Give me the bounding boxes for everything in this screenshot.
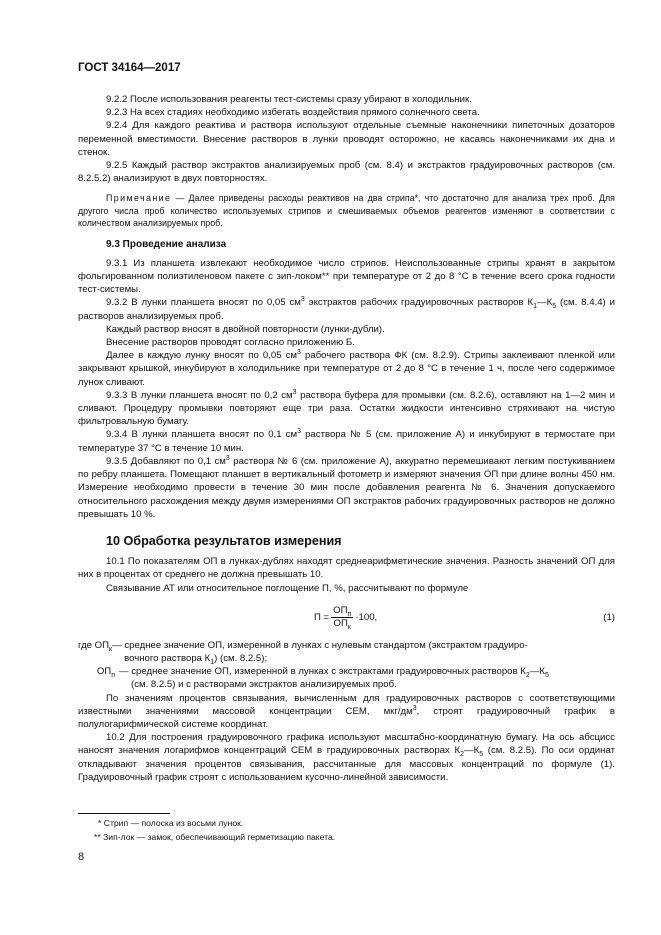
formula-number: (1) [603,611,615,623]
document-body [78,93,615,784]
paragraph-9-3-2-c: Внесение растворов проводят согласно приложению Б. [106,337,355,349]
note-label: Примечание [106,193,172,204]
paragraph-9-2-3: 9.2.3 На всех стадиях необходимо избегать воздействия прямого солнечного света. [106,107,480,119]
paragraph-9-2-5: 9.2.5 Каждый раствор экстрактов анализируемых проб (см. 8.4) и экстрактов градуировочных растворов (см. 8.2.5.2) анализируют в двух повторностях. [78,160,615,185]
footnote-2: ** Зип-лок — замок, обеспечивающий герметизацию пакета. [94,832,336,842]
page-number: 8 [78,851,85,863]
paragraph-9-2-4: 9.2.4 Для каждого реактива и раствора используют отдельные съемные наконечники пипеточных дозаторов переменной вместимости. Внесение растворов в лунки проводят осторожно, не касаясь наконечниками их дна и стенок. [78,120,615,158]
formula-lhs: П = [314,612,330,624]
note [78,192,615,229]
footnote-1: * Стрип — полоска из восьми лунок. [98,818,244,828]
formula-1 [78,600,615,636]
formula-numerator: $ОП_п$ [333,605,352,619]
formula-rhs: ·100, [355,612,378,624]
paragraph-10-2: 10.2 Для построения градуировочного графика используют масштабно-координатную бумагу. На ось абсцисс наносят значения логарифмов концентраций СЕМ в градуировочных растворах $К_2—К_5$ (см. 8.2.5). По оси ординат откладывают значения процентов связывания, рассчитанные для массовых концентраций по формуле (1). Градуировочный график строят с использованием кусочно-линейной зависимости. [78,732,615,783]
where-item-opp: $ОП_п$ — среднее значение ОП, измеренной в лунках с экстрактами градуировочных растворов $К_2—К_5$ (см. 8.2.5) и с растворами экстрактов анализируемых проб. [96,666,549,691]
paragraph-9-3-5: 9.3.5 Добавляют по 0,1 $см^3$ раствора № 6 (см. приложение А), аккуратно перемешивают легким постукиванием по ребру планшета. Помещают планшет в вертикальный фотометр и измеряют значения ОП при длине волны 450 нм. Измерение необходимо провести в течение 30 мин после добавления реагента № 6. Значения допускаемого относительного расхождения между двумя измерениями ОП экстрактов рабочих градуировочных растворов не должно превышать 10 %. [78,454,615,520]
paragraph-9-3-3: 9.3.3 В лунки планшета вносят по 0,2 $см^3$ раствора буфера для промывки (см. 8.2.6), оставляют на 1—2 мин и сливают. Процедуру промывки повторяют еще три раза. Остатки жидкости интенсивно стряхивают на чистую фильтровальную бумагу. [78,388,615,428]
paragraph-10-1: 10.1 По показателям ОП в лунках-дублях находят среднеарифметические значения. Разность значений ОП для них в процентах от среднего не должна превышать 10. [78,556,615,581]
section-title-9-3: 9.3 Проведение анализа [106,238,227,250]
footnote-rule [78,813,170,814]
paragraph-9-3-2-d: Далее в каждую лунку вносят по 0,05 $см^3$ рабочего раствора ФК (см. 8.2.9). Стрипы заклеивают пленкой или закрывают крышкой, инкубируют в холодильнике при температуре от 2 до 8 °С в течение 1 ч, после чего содержимое лунок сливают. [78,349,615,388]
paragraph-10-1-b: Связывание АТ или относительное поглощение П, %, рассчитывают по формуле [106,582,469,594]
paragraph-9-3-2-b: Каждый раствор вносят в двойной повторности (лунки-дубли). [106,323,385,335]
paragraph-9-3-2: 9.3.2 В лунки планшета вносят по 0,05 $см^3$ экстрактов рабочих градуировочных растворов $К_1—К_5$ (см. 8.4.4) и растворов анализируемых проб. [78,296,615,322]
formula-fraction [331,605,353,630]
formula-denominator: $ОП_к$ [333,618,351,632]
paragraph-10-1-c: По значениям процентов связывания, вычисленным для градуировочных растворов с соответствующими известными значениями массовой концентрации СЕМ, мкг/$дм^3$, строят градуировочный график в полулогарифмической системе координат. [78,692,615,730]
paragraph-9-3-4: 9.3.4 В лунки планшета вносят по 0,1 $см^3$ раствора № 5 (см. приложение А) и инкубируют в термостате при температуре 37 °С в течение 10 мин. [78,428,615,454]
section-title-10: 10 Обработка результатов измерения [106,533,342,548]
paragraph-9-3-1: 9.3.1 Из планшета извлекают необходимое число стрипов. Неиспользованные стрипы хранят в закрытом фольгированном полиэтиленовом пакете с зип-локом** при температуре от 2 до 8 °С в течение всего срока годности тест-системы. [78,257,615,296]
formula-expression [314,600,377,636]
where-item-opk: где $ОП_к$ — среднее значение ОП, измеренной в лунках с нулевым стандартом (экстрактом градуиро- вочного раствора $К_1$) (см. 8.2.5); [78,639,528,666]
note-text: — Далее приведены расходы реактивов на два стрипа*, что достаточно для анализа трех проб. Для другого числа проб количество используемых стрипов и смешиваемых объемов реагентов изменяют в соответствии с количеством анализируемых проб. [78,193,615,229]
paragraph-9-2-2: 9.2.2 После использования реагенты тест-системы сразу убирают в холодильник. [106,94,472,105]
document-header: ГОСТ 34164—2017 [78,62,181,74]
